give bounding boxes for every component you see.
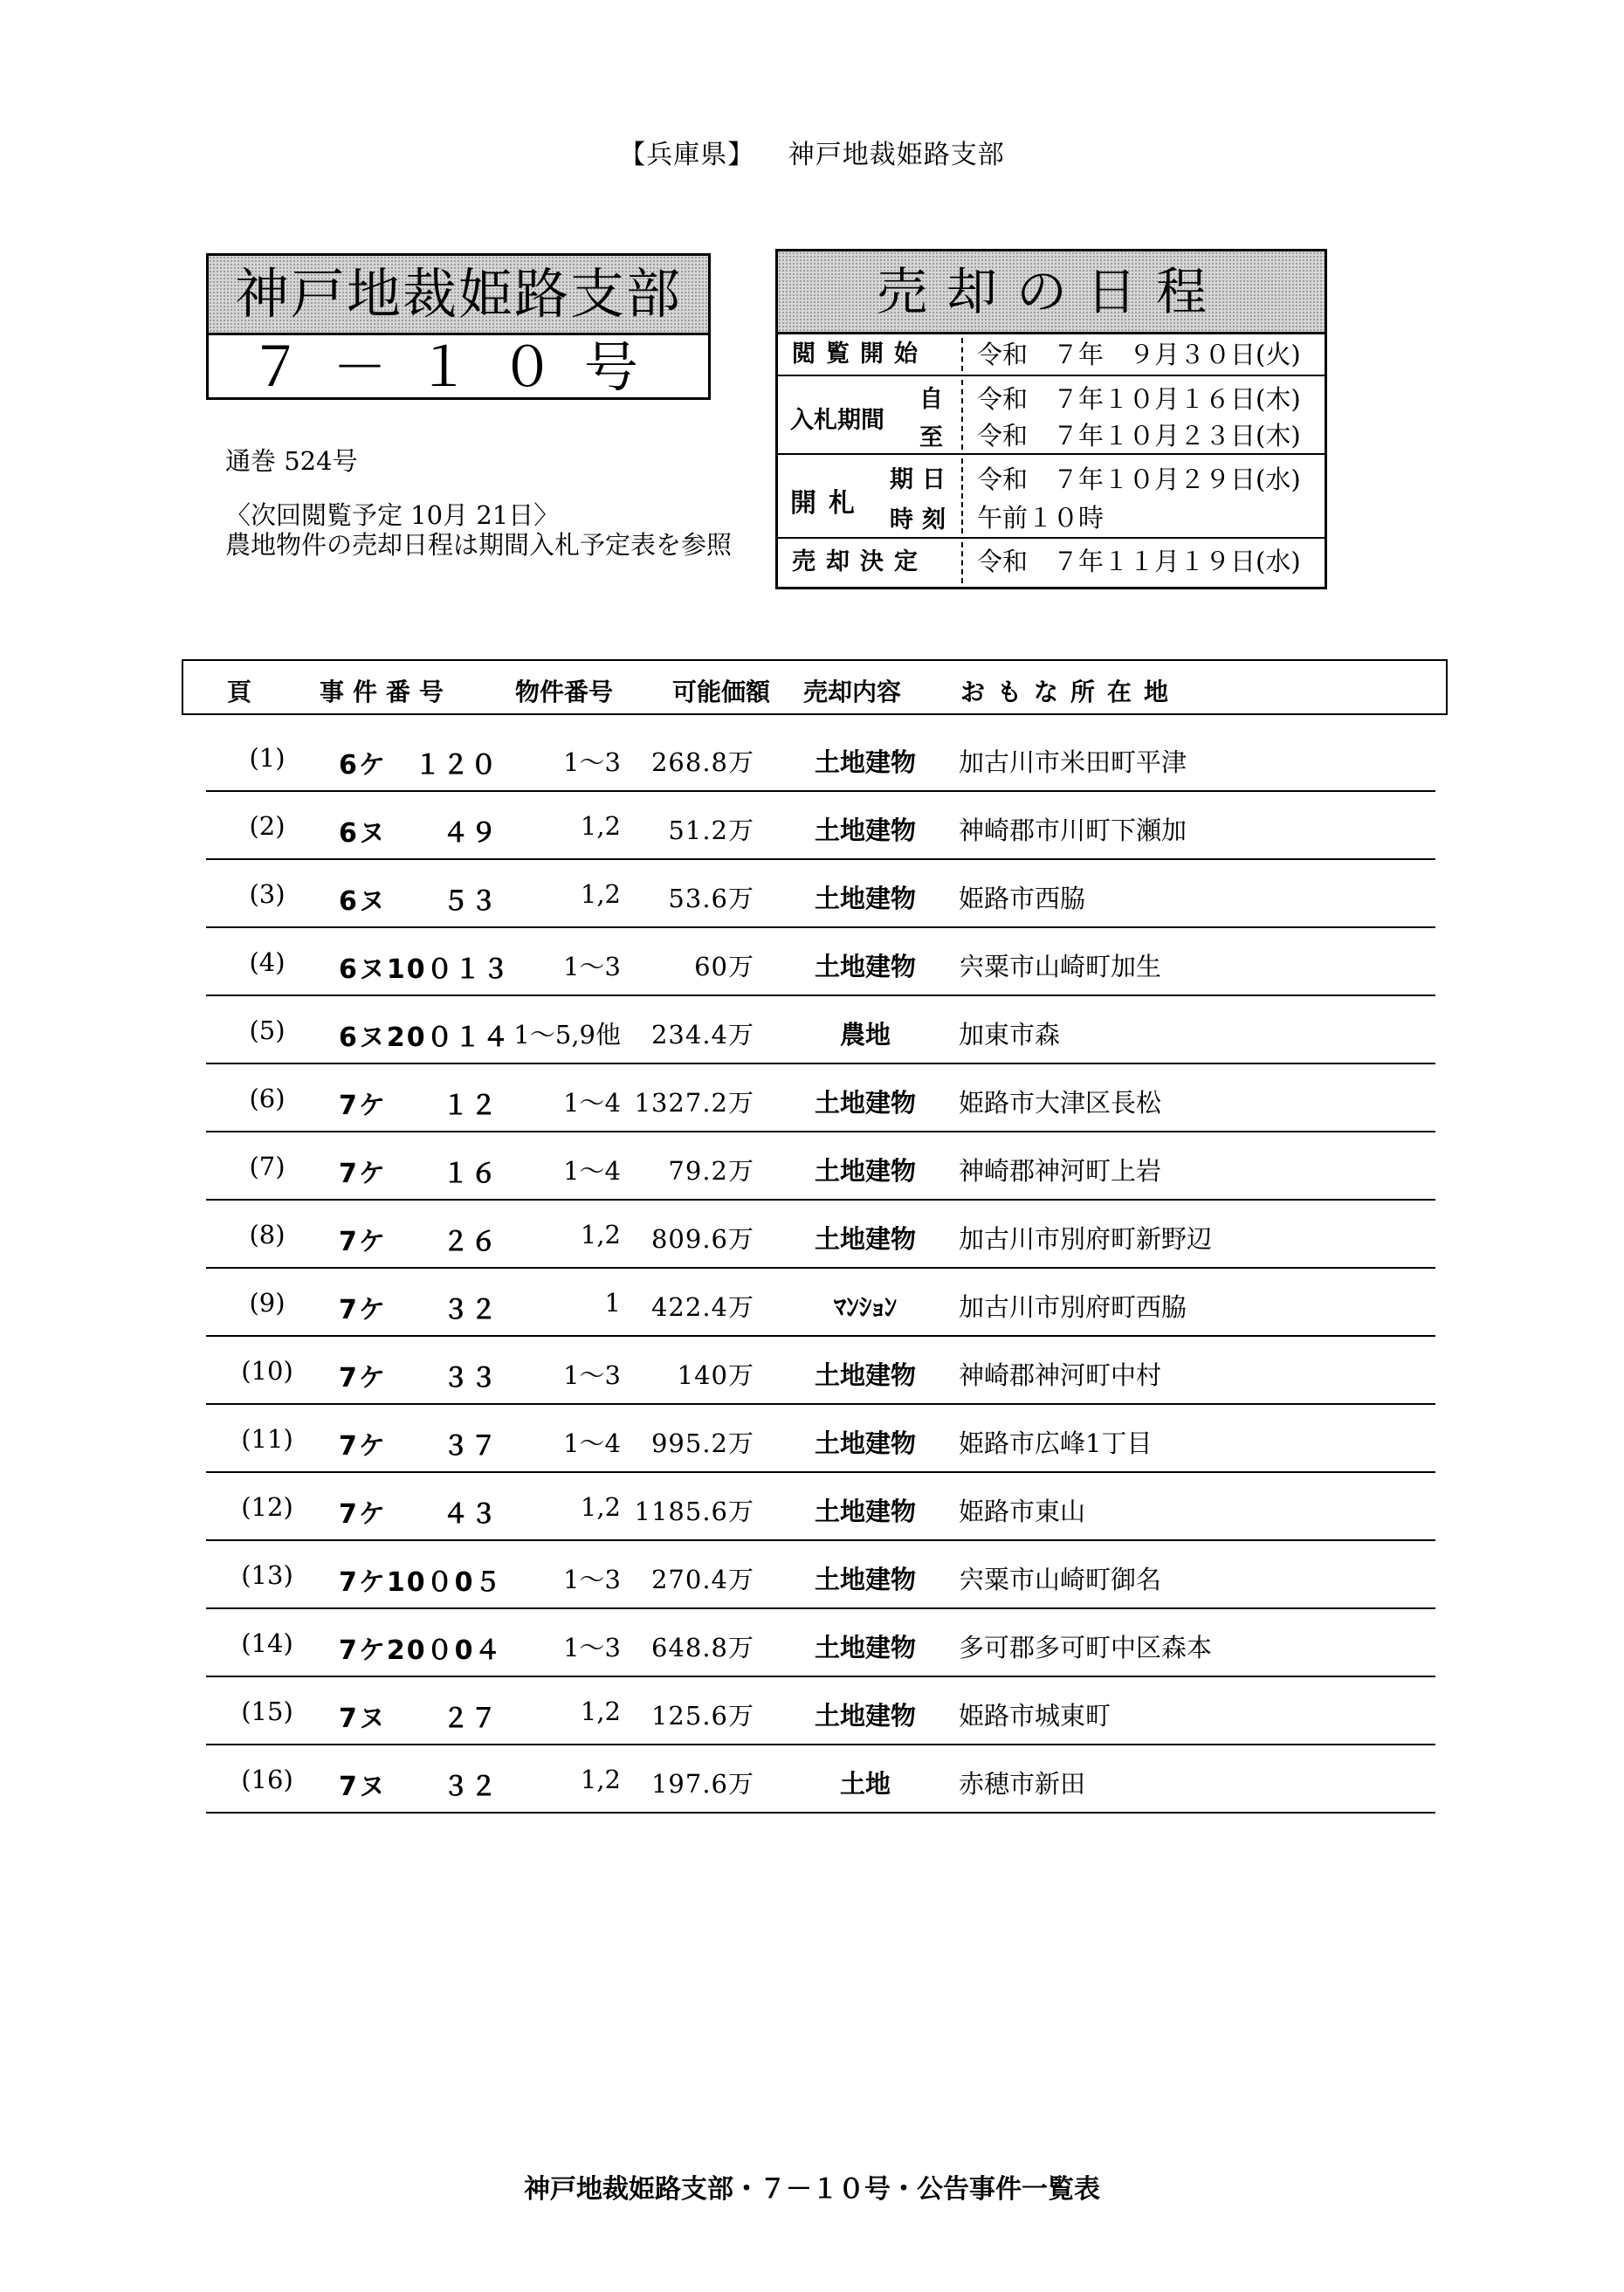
sale-schedule-box [775,249,1327,589]
row-case-no: 6ヌ ５３ [339,886,499,917]
table-row [206,1201,1435,1269]
table-row [206,1269,1435,1337]
row-page: (11) [241,1424,293,1454]
divider [961,380,963,450]
table-row [206,724,1435,792]
row-property-no: 1,2 [580,1492,621,1522]
table-row [206,1745,1435,1814]
row-kind: 土地建物 [814,1088,916,1118]
row-case-no: 7ケ ２６ [339,1227,499,1257]
row-page: (8) [249,1220,286,1249]
viewing-label: 閲覧開始 [792,341,928,368]
row-page: (1) [249,743,286,773]
bidding-to-date: 令和 ７年１０月２３日(木) [977,421,1301,451]
schedule-row-bidding [778,376,1325,455]
row-page: (12) [241,1492,293,1522]
row-location: 神崎郡神河町上岩 [959,1156,1162,1186]
row-page: (6) [249,1084,286,1113]
row-location: 姫路市城東町 [959,1701,1111,1731]
row-case-no: 7ヌ ２７ [339,1704,499,1734]
row-property-no: 1 [604,1288,621,1318]
row-page: (9) [249,1288,286,1318]
opening-date-label: 期日 [890,466,954,493]
table-row [206,1541,1435,1609]
row-kind: 農地 [839,1020,891,1050]
row-kind: 土地建物 [814,816,916,845]
row-kind: 土地建物 [814,1360,916,1390]
title-issue-number: ７－１０号 [248,335,668,399]
row-page: (10) [241,1356,293,1386]
table-row [206,996,1435,1064]
divider [961,338,963,371]
row-price: 1327.2万 [634,1088,754,1118]
row-location: 赤穂市新田 [959,1769,1086,1799]
decision-date: 令和 ７年１１月１９日(水) [977,547,1301,576]
bidding-from-date: 令和 ７年１０月１６日(木) [977,384,1301,414]
header-location: おもな所在地 [960,678,1181,706]
table-row [206,1337,1435,1405]
row-price: 234.4万 [650,1020,754,1050]
row-kind: 土地建物 [814,1224,916,1254]
row-case-no: 7ヌ ３２ [339,1772,499,1802]
row-case-no: 6ケ １２０ [339,750,499,781]
title-box [206,253,711,400]
row-kind: 土地建物 [814,1565,916,1594]
header-case-no: 事件番号 [320,678,453,706]
row-price: 1185.6万 [634,1497,754,1526]
row-case-no: 7ケ １６ [339,1159,499,1189]
row-location: 姫路市西脇 [959,884,1086,913]
header-page: 頁 [227,678,252,706]
row-price: 197.6万 [650,1769,754,1799]
row-property-no: 1～3 [563,747,621,777]
bidding-from-label: 自 [919,386,943,413]
next-view-note: 〈次回閲覧予定 10月 21日〉 [225,500,560,530]
schedule-row-viewing [778,334,1325,376]
row-kind: 土地建物 [814,884,916,913]
row-property-no: 1～3 [563,1360,621,1390]
schedule-title: 売却の日程 [778,251,1325,334]
row-price: 53.6万 [668,884,754,913]
table-row [206,860,1435,928]
decision-label: 売却決定 [792,548,928,575]
row-kind: 土地建物 [814,1497,916,1526]
schedule-row-decision [778,539,1325,587]
divider [961,458,963,533]
page-footer: 神戸地裁姫路支部・７－１０号・公告事件一覧表 [524,2174,1100,2205]
row-page: (3) [249,879,286,909]
table-row [206,1609,1435,1677]
row-page: (13) [241,1560,293,1590]
row-property-no: 1～3 [563,1633,621,1662]
row-location: 神崎郡市川町下瀬加 [959,816,1187,845]
title-court-name: 神戸地裁姫路支部 [209,256,708,335]
bidding-label: 入札期間 [790,407,884,434]
table-row [206,1132,1435,1201]
table-row [206,1473,1435,1541]
row-case-no: 6ヌ10０１３ [339,954,511,985]
row-price: 60万 [694,952,754,981]
row-property-no: 1,2 [580,811,621,841]
row-page: (7) [249,1152,286,1181]
table-header [182,659,1448,715]
table-row [206,1405,1435,1473]
row-case-no: 7ケ20０0４ [339,1635,503,1666]
row-location: 多可郡多可町中区森本 [959,1633,1213,1662]
row-price: 268.8万 [650,747,754,777]
row-property-no: 1～3 [563,952,621,981]
row-kind: ﾏﾝｼｮﾝ [833,1292,898,1322]
row-property-no: 1,2 [580,1220,621,1249]
page-header [0,133,1624,171]
row-location: 加東市森 [959,1020,1061,1050]
row-price: 995.2万 [650,1428,754,1458]
header-property-no: 物件番号 [515,678,614,706]
table-row [206,1064,1435,1132]
row-location: 加古川市米田町平津 [959,747,1187,777]
row-property-no: 1～4 [563,1088,621,1118]
row-kind: 土地建物 [814,1701,916,1731]
row-kind: 土地建物 [814,1633,916,1662]
row-location: 加古川市別府町西脇 [959,1292,1187,1322]
row-price: 125.6万 [650,1701,754,1731]
row-price: 270.4万 [650,1565,754,1594]
table-row [206,792,1435,860]
opening-date: 令和 ７年１０月２９日(水) [977,465,1301,494]
prefecture-label: 【兵庫県】 [619,140,755,170]
row-location: 宍粟市山崎町御名 [959,1565,1162,1594]
bidding-to-label: 至 [919,424,943,451]
court-label: 神戸地裁姫路支部 [788,140,1005,170]
row-property-no: 1～5,9他 [513,1020,621,1050]
row-property-no: 1～4 [563,1156,621,1186]
row-price: 648.8万 [650,1633,754,1662]
row-property-no: 1,2 [580,879,621,909]
row-location: 神崎郡神河町中村 [959,1360,1162,1390]
schedule-row-opening [778,455,1325,539]
row-price: 809.6万 [650,1224,754,1254]
row-price: 140万 [677,1360,754,1390]
row-property-no: 1～3 [563,1565,621,1594]
row-price: 79.2万 [668,1156,754,1186]
row-location: 宍粟市山崎町加生 [959,952,1162,981]
table-row [206,1677,1435,1745]
row-price: 51.2万 [668,816,754,845]
row-kind: 土地 [839,1769,891,1799]
row-location: 姫路市大津区長松 [959,1088,1162,1118]
row-location: 加古川市別府町新野辺 [959,1224,1213,1254]
row-page: (14) [241,1628,293,1658]
opening-time-label: 時刻 [890,506,954,533]
header-price: 可能価額 [672,678,771,706]
row-case-no: 7ケ １２ [339,1091,499,1121]
divider [961,542,963,583]
viewing-date: 令和 ７年 ９月３０日(火) [977,340,1301,369]
row-case-no: 7ケ ３３ [339,1363,499,1394]
row-case-no: 7ケ ３７ [339,1431,499,1462]
row-case-no: 7ケ10０0５ [339,1567,503,1598]
row-price: 422.4万 [650,1292,754,1322]
row-kind: 土地建物 [814,952,916,981]
header-kind: 売却内容 [803,678,902,706]
row-kind: 土地建物 [814,1156,916,1186]
farmland-note: 農地物件の売却日程は期間入札予定表を参照 [225,530,733,560]
row-case-no: 6ヌ ４９ [339,818,499,849]
row-property-no: 1～4 [563,1428,621,1458]
opening-label: 開札 [790,488,867,519]
row-property-no: 1,2 [580,1697,621,1726]
opening-time: 午前１０時 [977,503,1104,533]
volume-note: 通巻 524号 [225,446,358,476]
row-case-no: 7ケ ４３ [339,1499,499,1530]
row-case-no: 6ヌ20０１４ [339,1022,511,1053]
row-location: 姫路市東山 [959,1497,1086,1526]
row-page: (2) [249,811,286,841]
row-case-no: 7ケ ３２ [339,1295,499,1325]
row-kind: 土地建物 [814,1428,916,1458]
row-location: 姫路市広峰1丁目 [959,1428,1153,1458]
table-row [206,928,1435,996]
row-page: (16) [241,1765,293,1794]
row-page: (15) [241,1697,293,1726]
row-property-no: 1,2 [580,1765,621,1794]
row-page: (5) [249,1015,286,1045]
row-kind: 土地建物 [814,747,916,777]
row-page: (4) [249,947,286,977]
